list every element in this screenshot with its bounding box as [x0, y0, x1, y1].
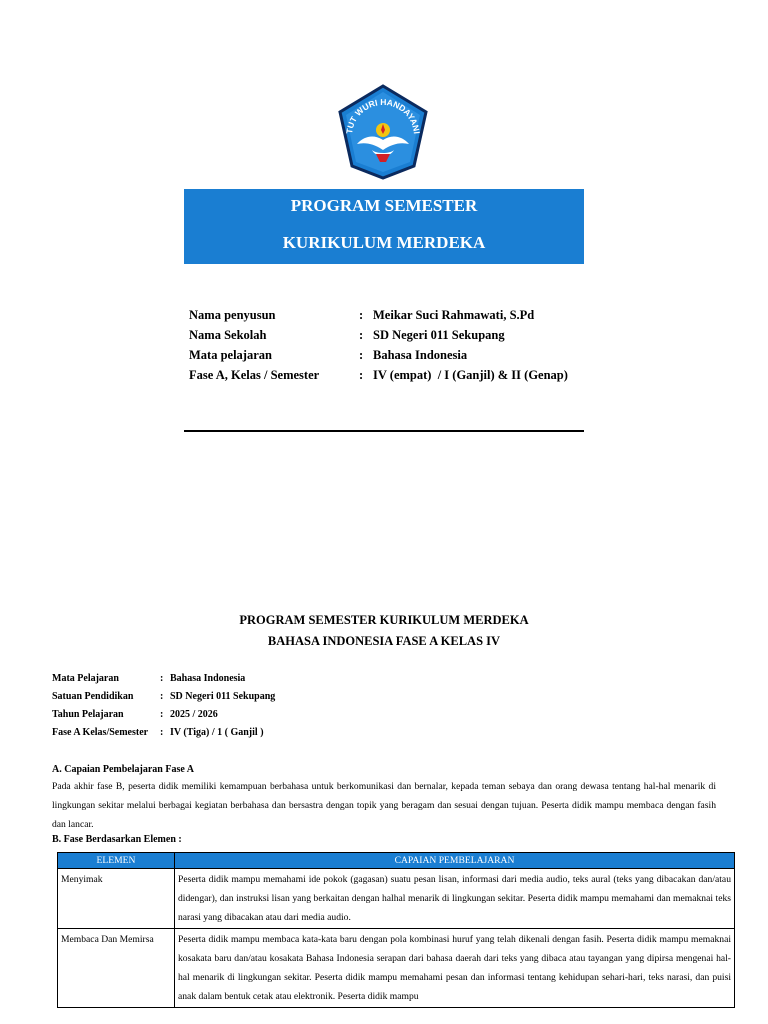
info-label: Mata pelajaran: [189, 348, 272, 362]
info-colon: :: [359, 368, 364, 382]
meta-info: [52, 673, 275, 745]
divider-line: [184, 430, 584, 432]
elemen-cell: Membaca Dan Memirsa: [58, 929, 175, 1008]
info-colon: :: [359, 348, 364, 362]
meta-label: Satuan Pendidikan: [52, 691, 134, 702]
meta-colon: :: [160, 691, 164, 702]
capaian-cell: Peserta didik mampu membaca kata-kata baru dengan pola kombinasi huruf yang telah dikenali dengan fasih. Peserta didik mampu memaknai kosakata baru dan/atau kosakata Bahasa Indonesia serapan dari bahasa daerah dari teks yang dibaca atau tayangan yang dipirsa mengenai hal-hal menarik di lingkungan sekitar. Peserta didik mampu memahami pesan dan informasi tentang kehidupan sehari-hari, teks narasi, dan puisi anak dalam bentuk cetak atau elektronik. Peserta didik mampu: [175, 929, 735, 1008]
document-title: PROGRAM SEMESTER KURIKULUM MERDEKA: [239, 613, 529, 627]
info-colon: :: [359, 328, 364, 342]
meta-colon: :: [160, 727, 164, 738]
info-row: [189, 328, 568, 348]
info-value: SD Negeri 011 Sekupang: [373, 328, 505, 342]
meta-value: IV (Tiga) / 1 ( Ganjil ): [170, 727, 264, 738]
meta-label: Tahun Pelajaran: [52, 709, 124, 720]
title-banner: [184, 189, 584, 264]
cover-info: [189, 308, 568, 388]
column-header-elemen: ELEMEN: [58, 853, 175, 869]
meta-row: [52, 709, 275, 727]
tut-wuri-handayani-logo-icon: [330, 84, 436, 180]
column-header-capaian: CAPAIAN PEMBELAJARAN: [175, 853, 735, 869]
elemen-cell: Menyimak: [58, 869, 175, 929]
capaian-table: [57, 852, 735, 1008]
meta-label: Fase A Kelas/Semester: [52, 727, 149, 738]
info-row: [189, 348, 568, 368]
info-value: IV (empat) / I (Ganjil) & II (Genap): [373, 368, 568, 382]
meta-label: Mata Pelajaran: [52, 673, 119, 684]
info-label: Nama Sekolah: [189, 328, 267, 342]
logo-text: TUT WURI HANDAYANI: [344, 96, 422, 135]
banner-title: PROGRAM SEMESTER: [290, 196, 478, 215]
section-a-heading: A. Capaian Pembelajaran Fase A: [52, 764, 194, 775]
table-row: [58, 929, 735, 1008]
capaian-cell: Peserta didik mampu memahami ide pokok (gagasan) suatu pesan lisan, informasi dari media audio, teks aural (teks yang dibacakan dan/atau didengar), dan instruksi lisan yang berkaitan dengan halhal menarik di lingkungan sekitar. Peserta didik mampu memahami dan memaknai teks narasi yang dibacakan atau dari media audio.: [175, 869, 735, 929]
section-a-text: Pada akhir fase B, peserta didik memiliki kemampuan berbahasa untuk berkomunikasi dan bernalar, kepada teman sebaya dan orang dewasa tentang hal-hal menarik di lingkungan sekitar melalui berbagai kegiatan berbahasa dan bersastra dengan topik yang beragam dan sesuai dengan tujuan. Peserta didik mampu membaca dengan fasih dan lancar.: [52, 781, 716, 830]
info-row: [189, 308, 568, 328]
section-b-heading: B. Fase Berdasarkan Elemen :: [52, 834, 182, 845]
info-value: Meikar Suci Rahmawati, S.Pd: [373, 308, 535, 322]
info-label: Nama penyusun: [189, 308, 276, 322]
meta-value: 2025 / 2026: [170, 709, 218, 720]
table-row: [58, 869, 735, 929]
meta-row: [52, 673, 275, 691]
info-value: Bahasa Indonesia: [373, 348, 468, 362]
info-row: [189, 368, 568, 388]
meta-value: Bahasa Indonesia: [170, 673, 246, 684]
meta-colon: :: [160, 673, 164, 684]
info-label: Fase A, Kelas / Semester: [189, 368, 320, 382]
meta-value: SD Negeri 011 Sekupang: [170, 691, 276, 702]
meta-colon: :: [160, 709, 164, 720]
meta-row: [52, 691, 275, 709]
meta-row: [52, 727, 275, 745]
banner-subtitle: KURIKULUM MERDEKA: [282, 233, 486, 252]
document-subtitle: BAHASA INDONESIA FASE A KELAS IV: [267, 634, 501, 648]
table-header-row: [58, 853, 735, 869]
info-colon: :: [359, 308, 364, 322]
